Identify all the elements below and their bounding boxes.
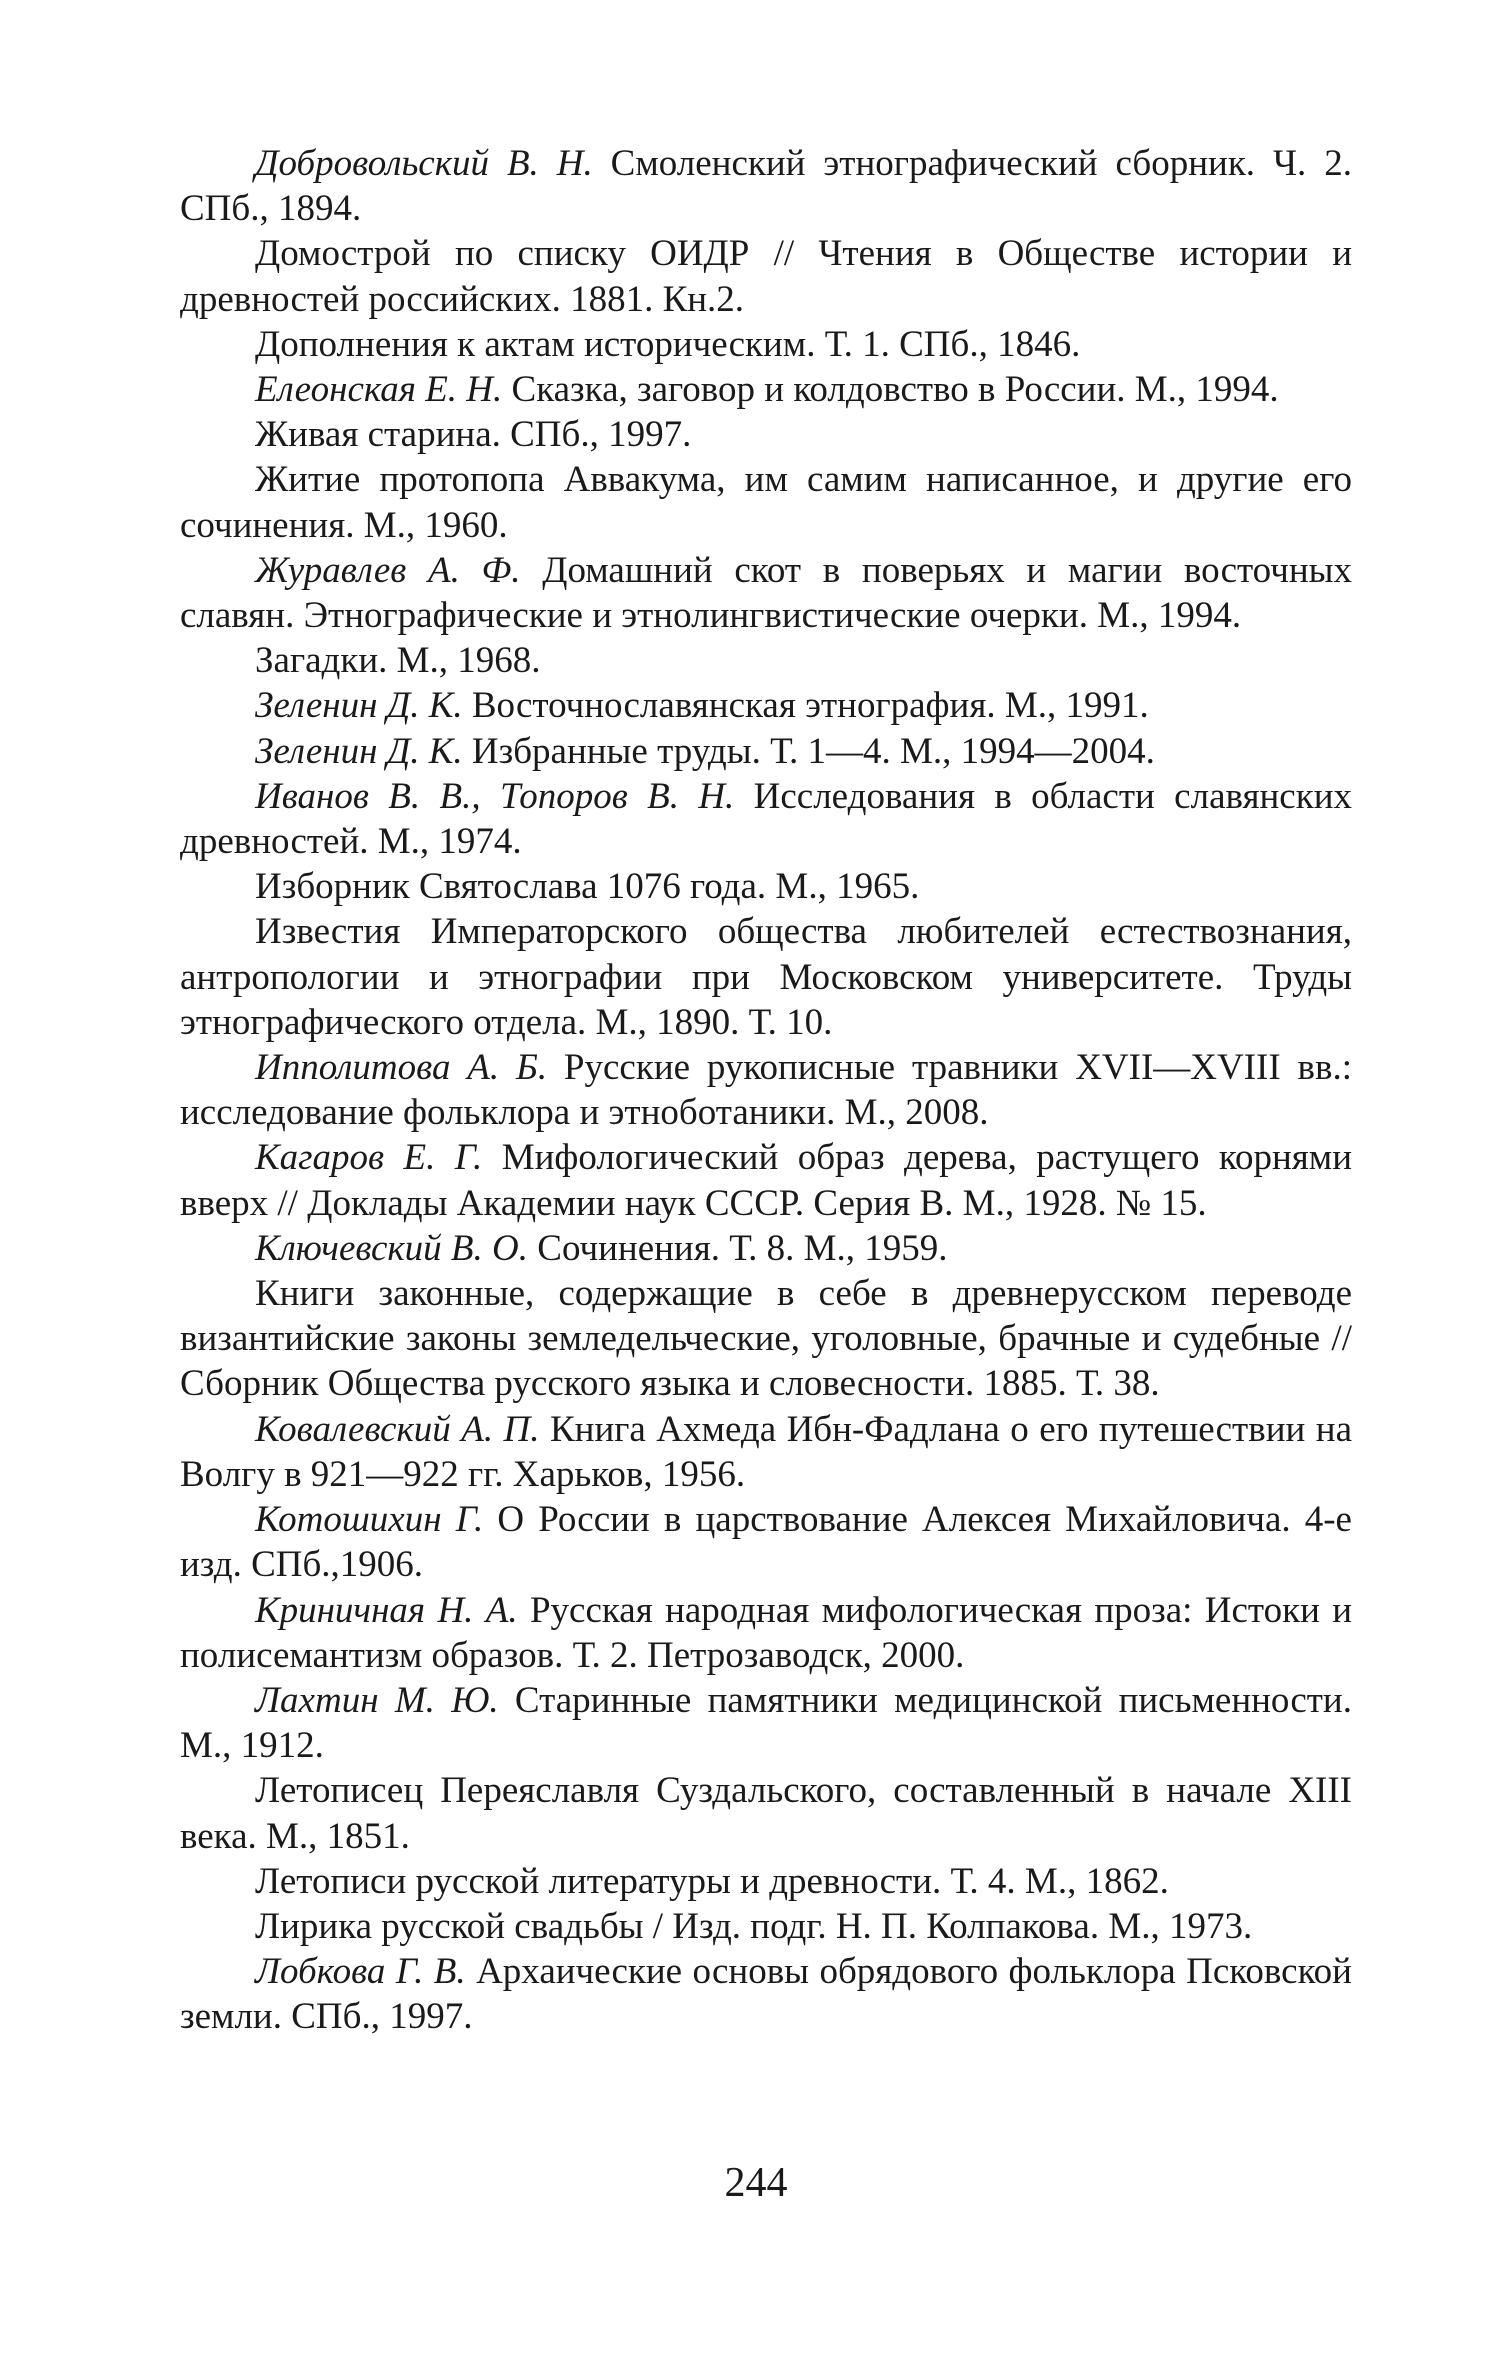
bibliography-entry [180,638,1352,683]
bibliography-entry [180,1497,1352,1587]
page-number: 244 [724,2160,788,2206]
entry-text: Смоленский этнографический сборник. Ч. 2. СПб., 1894. [180,143,1352,230]
bibliography-page [180,141,1352,2040]
bibliography-entry [180,412,1352,457]
bibliography-entry [180,909,1352,1045]
bibliography-entry [180,457,1352,547]
entry-text: Летописи русской литературы и древности. Т. 4. М., 1862. [255,1860,1169,1902]
entry-author: Добровольский В. Н. [255,143,593,184]
entry-text: Домашний скот в поверьях и магии восточных славян. Этнографические и этнолингвистические очерки. М., 1994. [180,549,1352,637]
bibliography-entry [180,141,1352,231]
entry-author: Зеленин Д. К. [255,685,463,727]
entry-text: Загадки. М., 1968. [255,640,541,682]
entry-text: Лирика русской свадьбы / Изд. подг. Н. П. Колпакова. М., 1973. [255,1905,1253,1947]
bibliography-entry [180,729,1352,774]
entry-text: Сказка, заговор и колдовство в России. М., 1994. [502,369,1279,411]
bibliography-entry [180,1045,1352,1135]
entry-author: Кагаров Е. Г. [255,1137,483,1179]
bibliography-entry [180,1949,1352,2039]
entry-text: Архаические основы обрядового фольклора Псковской земли. СПб., 1997. [180,1951,1352,2038]
entry-text: Житие протопопа Аввакума, им самим написанное, и другие его сочинения. М., 1960. [180,459,1352,546]
bibliography-entry [180,548,1352,638]
bibliography-entry [180,774,1352,864]
entry-text: Русские рукописные травники XVII—XVIII вв.: исследование фольклора и этноботаники. М., 2008. [180,1047,1352,1134]
bibliography-entry [180,683,1352,728]
entry-author: Ключевский В. О. [255,1227,529,1269]
entry-text: Изборник Святослава 1076 года. М., 1965. [255,866,920,908]
entry-text: Книги законные, содержащие в себе в древнерусском переводе византийские законы земледельческие, уголовные, брачные и судебные // Сборник Общества русского языка и словесности. 1885. Т. 38. [180,1273,1352,1405]
bibliography-entry [180,231,1352,321]
entry-author: Котошихин Г. [255,1499,484,1541]
bibliography-entry [180,1135,1352,1225]
entry-text: Домострой по списку ОИДР // Чтения в Обществе истории и древностей российских. 1881. Кн.2. [180,233,1352,320]
bibliography-entry [180,1226,1352,1271]
entry-text: Избранные труды. Т. 1—4. М., 1994—2004. [462,730,1155,772]
bibliography-entry [180,864,1352,909]
entry-text: Дополнения к актам историческим. Т. 1. СПб., 1846. [255,323,1081,365]
entry-text: Книга Ахмеда Ибн-Фадлана о его путешествии на Волгу в 921—922 гг. Харьков, 1956. [180,1408,1352,1495]
entry-author: Ковалевский А. П. [255,1408,540,1450]
entry-author: Ипполитова А. Б. [255,1047,548,1089]
entry-text: Летописец Переяславля Суздальского, составленный в начале XIII века. М., 1851. [180,1770,1352,1857]
bibliography-entry [180,1904,1352,1949]
entry-text: Мифологический образ дерева, растущего корнями вверх // Доклады Академии наук СССР. Серия В. М., 1928. № 15. [180,1137,1352,1224]
bibliography-entry [180,1588,1352,1678]
entry-text: Известия Императорского общества любителей естествознания, антропологии и этнографии при Московском университете. Труды этнографического отдела. М., 1890. Т. 10. [180,911,1352,1043]
bibliography-entry [180,1768,1352,1858]
entry-author: Криничная Н. А. [255,1589,518,1631]
entry-author: Елеонская Е. Н. [255,369,503,411]
bibliography-entry [180,1678,1352,1768]
entry-text: Восточнославянская этнография. М., 1991. [462,685,1149,727]
entry-text: О России в царствование Алексея Михайловича. 4-е изд. СПб.,1906. [180,1499,1352,1586]
entry-text: Живая старина. СПб., 1997. [255,414,692,456]
entry-text: Старинные памятники медицинской письменности. М., 1912. [180,1679,1352,1767]
entry-author: Иванов В. В., Топоров В. Н. [255,775,735,817]
bibliography-entry [180,1271,1352,1407]
bibliography-entry [180,1859,1352,1904]
entry-author: Лобкова Г. В. [255,1951,466,1993]
entry-author: Журавлев А. Ф. [255,549,521,591]
entry-text: Сочинения. Т. 8. М., 1959. [528,1227,948,1269]
entry-author: Лахтин М. Ю. [255,1679,499,1721]
bibliography-entry [180,367,1352,412]
entry-author: Зеленин Д. К. [255,730,463,772]
entry-text: Исследования в области славянских древностей. М., 1974. [180,775,1352,863]
entry-text: Русская народная мифологическая проза: Истоки и полисемантизм образов. Т. 2. Петрозаводск, 2000. [180,1589,1353,1676]
bibliography-entry [180,1407,1352,1497]
bibliography-entry [180,322,1352,367]
